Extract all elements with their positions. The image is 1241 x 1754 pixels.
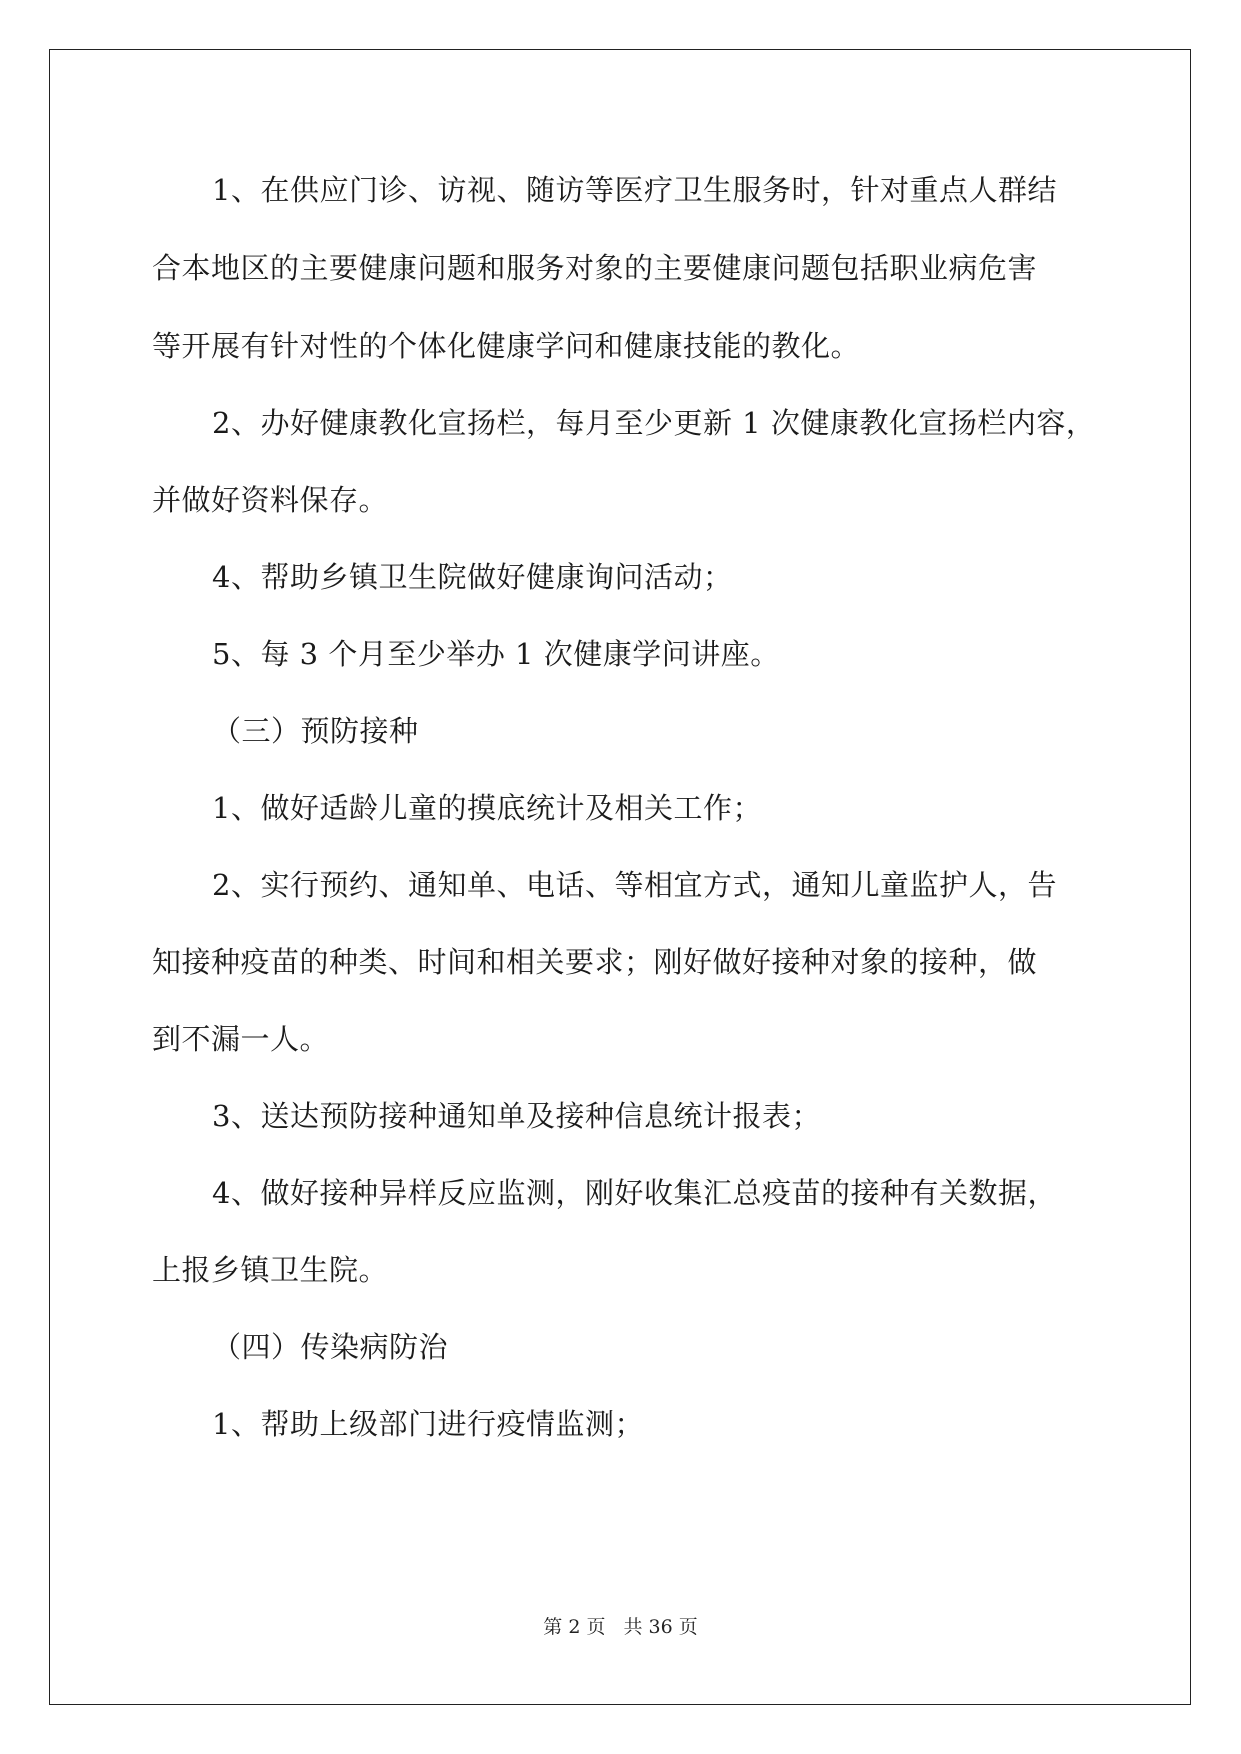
paragraph-line: 1、帮助上级部门进行疫情监测； bbox=[212, 1407, 644, 1441]
section-heading: （四）传染病防治 bbox=[212, 1330, 449, 1364]
paragraph-line: 到不漏一人。 bbox=[152, 1022, 330, 1056]
paragraph-line: 5、每 3 个月至少举办 1 次健康学问讲座。 bbox=[212, 637, 780, 671]
page-total: 共 36 页 bbox=[623, 1616, 698, 1638]
paragraph-line: 4、做好接种异样反应监测，刚好收集汇总疫苗的接种有关数据， bbox=[212, 1176, 1057, 1210]
paragraph-line: 合本地区的主要健康问题和服务对象的主要健康问题包括职业病危害 bbox=[152, 251, 1038, 285]
paragraph-line: 2、办好健康教化宣扬栏，每月至少更新 1 次健康教化宣扬栏内容， bbox=[212, 406, 1096, 440]
paragraph-line: 等开展有针对性的个体化健康学问和健康技能的教化。 bbox=[152, 329, 861, 363]
paragraph-line: 4、帮助乡镇卫生院做好健康询问活动； bbox=[212, 560, 733, 594]
paragraph-line: 1、做好适龄儿童的摸底统计及相关工作； bbox=[212, 791, 762, 825]
page-footer bbox=[0, 1615, 1241, 1639]
paragraph-line: 上报乡镇卫生院。 bbox=[152, 1253, 389, 1287]
paragraph-line: 3、送达预防接种通知单及接种信息统计报表； bbox=[212, 1099, 821, 1133]
page-number: 第 2 页 bbox=[543, 1616, 606, 1638]
paragraph-line: 知接种疫苗的种类、时间和相关要求；刚好做好接种对象的接种，做 bbox=[152, 945, 1038, 979]
section-heading: （三）预防接种 bbox=[212, 714, 419, 748]
paragraph-line: 1、在供应门诊、访视、随访等医疗卫生服务时，针对重点人群结 bbox=[212, 173, 1057, 207]
paragraph-line: 2、实行预约、通知单、电话、等相宜方式，通知儿童监护人，告 bbox=[212, 868, 1057, 902]
paragraph-line: 并做好资料保存。 bbox=[152, 483, 389, 517]
